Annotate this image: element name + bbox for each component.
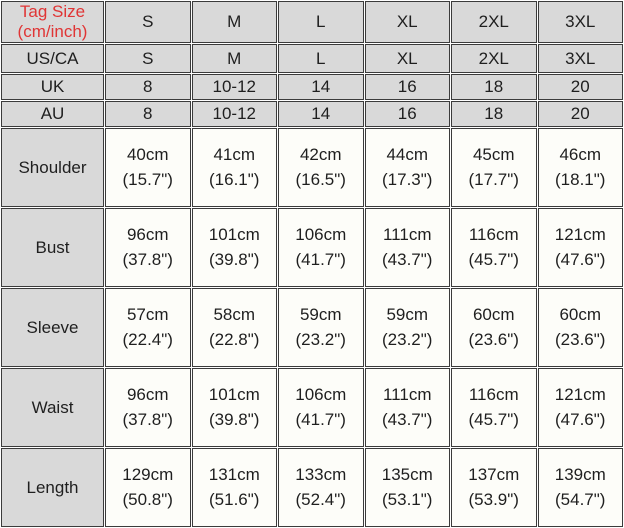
measurement-cell <box>278 368 364 447</box>
measurement-cell <box>538 128 624 207</box>
value-inch: (50.8") <box>122 489 173 509</box>
measurement-cell <box>365 368 451 447</box>
value-inch: (23.2") <box>295 329 346 349</box>
value-cm: 46cm <box>559 144 602 164</box>
value-inch: (22.4") <box>122 329 173 349</box>
measurement-cell <box>538 368 624 447</box>
value-cm: 101cm <box>208 224 260 244</box>
value-inch: (37.8") <box>122 249 173 269</box>
size-header-3xl: 3XL <box>538 1 624 43</box>
value-cm: 96cm <box>126 224 169 244</box>
measurement-cell <box>538 448 624 527</box>
value-cm: 59cm <box>299 304 342 324</box>
size-header-l: L <box>278 1 364 43</box>
measurement-cell <box>278 448 364 527</box>
measurement-cell <box>451 368 537 447</box>
size-cell: 10-12 <box>192 74 278 100</box>
size-cell: 10-12 <box>192 101 278 127</box>
size-cell: 14 <box>278 101 364 127</box>
value-cm: 44cm <box>386 144 429 164</box>
size-cell: 8 <box>105 101 191 127</box>
measurement-cell <box>538 208 624 287</box>
row-label-sleeve: Sleeve <box>1 288 104 367</box>
value-cm: 41cm <box>213 144 256 164</box>
value-inch: (47.6") <box>555 249 606 269</box>
measurement-cell <box>451 448 537 527</box>
row-label-au: AU <box>1 101 104 127</box>
value-cm: 116cm <box>468 224 519 244</box>
size-cell: 8 <box>105 74 191 100</box>
value-cm: 40cm <box>126 144 169 164</box>
row-label-waist: Waist <box>1 368 104 447</box>
measurement-cell <box>365 288 451 367</box>
value-inch: (16.5") <box>295 169 346 189</box>
us-ca-row <box>1 44 623 73</box>
value-cm: 42cm <box>299 144 342 164</box>
value-inch: (51.6") <box>209 489 260 509</box>
bust-row <box>1 208 623 287</box>
value-cm: 59cm <box>386 304 429 324</box>
measurement-cell <box>105 368 191 447</box>
length-row <box>1 448 623 527</box>
measurement-cell <box>192 288 278 367</box>
value-inch: (43.7") <box>382 249 433 269</box>
size-header-s: S <box>105 1 191 43</box>
tag-size-label-line1: Tag Size <box>19 2 86 21</box>
value-cm: 106cm <box>295 384 347 404</box>
measurement-cell <box>365 208 451 287</box>
au-row <box>1 101 623 127</box>
size-header-xl: XL <box>365 1 451 43</box>
size-cell: 18 <box>451 101 537 127</box>
tag-size-header-cell <box>1 1 104 43</box>
measurement-cell <box>105 448 191 527</box>
value-inch: (47.6") <box>555 409 606 429</box>
size-cell: 3XL <box>538 44 624 73</box>
measurement-cell <box>365 128 451 207</box>
measurement-cell <box>192 208 278 287</box>
measurement-cell <box>278 208 364 287</box>
tag-size-header-row <box>1 1 623 43</box>
value-inch: (52.4") <box>295 489 346 509</box>
value-inch: (45.7") <box>468 249 519 269</box>
value-cm: 96cm <box>126 384 169 404</box>
row-label-length: Length <box>1 448 104 527</box>
value-cm: 106cm <box>295 224 347 244</box>
value-cm: 133cm <box>295 464 347 484</box>
size-cell: 20 <box>538 101 624 127</box>
value-cm: 121cm <box>554 224 606 244</box>
measurement-cell <box>451 208 537 287</box>
value-inch: (16.1") <box>209 169 260 189</box>
row-label-shoulder: Shoulder <box>1 128 104 207</box>
measurement-cell <box>192 368 278 447</box>
value-inch: (22.8") <box>209 329 260 349</box>
uk-row <box>1 74 623 100</box>
size-cell: M <box>192 44 278 73</box>
value-inch: (45.7") <box>468 409 519 429</box>
value-inch: (39.8") <box>209 409 260 429</box>
measurement-cell <box>451 288 537 367</box>
size-cell: S <box>105 44 191 73</box>
size-cell: XL <box>365 44 451 73</box>
sleeve-row <box>1 288 623 367</box>
measurement-cell <box>538 288 624 367</box>
size-cell: 18 <box>451 74 537 100</box>
size-header-m: M <box>192 1 278 43</box>
value-inch: (41.7") <box>295 409 346 429</box>
size-cell: 16 <box>365 101 451 127</box>
value-inch: (23.6") <box>555 329 606 349</box>
waist-row <box>1 368 623 447</box>
row-label-us-ca: US/CA <box>1 44 104 73</box>
value-cm: 129cm <box>122 464 174 484</box>
row-label-uk: UK <box>1 74 104 100</box>
value-cm: 139cm <box>554 464 606 484</box>
measurement-cell <box>105 208 191 287</box>
measurement-cell <box>365 448 451 527</box>
value-inch: (15.7") <box>122 169 173 189</box>
value-cm: 60cm <box>559 304 602 324</box>
measurement-cell <box>451 128 537 207</box>
size-cell: 14 <box>278 74 364 100</box>
measurement-cell <box>105 288 191 367</box>
value-cm: 60cm <box>472 304 515 324</box>
measurement-cell <box>192 128 278 207</box>
size-cell: 16 <box>365 74 451 100</box>
size-header-2xl: 2XL <box>451 1 537 43</box>
value-cm: 45cm <box>472 144 515 164</box>
value-inch: (53.1") <box>382 489 433 509</box>
value-cm: 121cm <box>554 384 606 404</box>
tag-size-label-line2: (cm/inch) <box>17 22 88 42</box>
measurement-cell <box>278 288 364 367</box>
value-inch: (17.7") <box>468 169 519 189</box>
value-inch: (54.7") <box>555 489 606 509</box>
value-inch: (53.9") <box>468 489 519 509</box>
value-cm: 111cm <box>382 224 432 244</box>
value-inch: (18.1") <box>555 169 606 189</box>
value-inch: (41.7") <box>295 249 346 269</box>
value-cm: 135cm <box>381 464 433 484</box>
measurement-cell <box>192 448 278 527</box>
value-inch: (37.8") <box>122 409 173 429</box>
size-cell: L <box>278 44 364 73</box>
shoulder-row <box>1 128 623 207</box>
value-cm: 131cm <box>208 464 260 484</box>
value-cm: 116cm <box>468 384 519 404</box>
value-cm: 137cm <box>468 464 520 484</box>
value-cm: 57cm <box>126 304 169 324</box>
value-cm: 101cm <box>208 384 260 404</box>
size-cell: 2XL <box>451 44 537 73</box>
value-inch: (23.2") <box>382 329 433 349</box>
value-inch: (17.3") <box>382 169 433 189</box>
measurement-cell <box>105 128 191 207</box>
value-cm: 111cm <box>382 384 432 404</box>
value-inch: (23.6") <box>468 329 519 349</box>
size-cell: 20 <box>538 74 624 100</box>
measurement-cell <box>278 128 364 207</box>
value-inch: (43.7") <box>382 409 433 429</box>
value-inch: (39.8") <box>209 249 260 269</box>
value-cm: 58cm <box>213 304 256 324</box>
row-label-bust: Bust <box>1 208 104 287</box>
